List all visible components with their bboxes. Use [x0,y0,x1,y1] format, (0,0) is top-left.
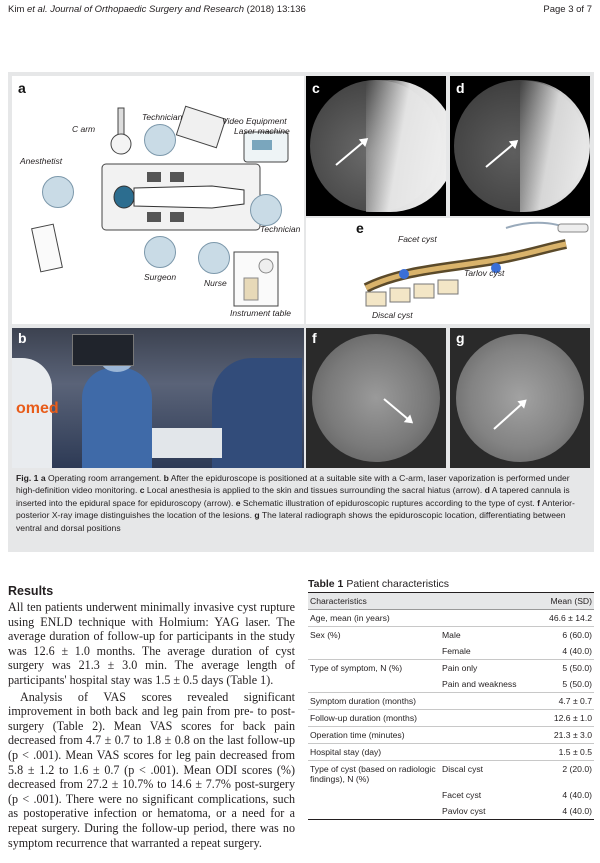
panel-label-b: b [18,330,27,346]
table-row: Pavlov cyst 4 (40.0) [308,803,594,820]
table-header-row [308,593,594,610]
table-row: Symptom duration (months) 4.7 ± 0.7 [308,693,594,710]
col-characteristics: Characteristics [308,593,440,610]
table-row: Follow-up duration (months) 12.6 ± 1.0 [308,710,594,727]
col-subgroup [440,593,534,610]
label-c-arm: C arm [72,124,96,134]
journal-citation: Kim et al. Journal of Orthopaedic Surgery and Research (2018) 13:136 [8,4,306,15]
panel-label-e: e [356,220,364,236]
label-video-equipment: Video Equipment [222,116,287,126]
panel-f-xray [306,328,446,468]
table-row: Age, mean (in years) 46.6 ± 14.2 [308,610,594,627]
table-row: Facet cyst 4 (40.0) [442,790,592,800]
label-tarlov-cyst: Tarlov cyst [464,268,505,278]
panel-label-c: c [312,80,320,96]
results-heading: Results [8,584,54,598]
figure-caption: Fig. 1 a Operating room arrangement. b After the epiduroscope is positioned at a suitable site with a C-arm, laser vaporization is performed under high-definition video monitoring. c Local anesthesia is applied to the skin and tissues surrounding the sacral hiatus (arrow). d A tapered cannula is inserted into the epidural space for epiduroscopy (arrow). e Schematic illustration of epiduroscopic ruptures according to the type of cyst. f Anterior-posterior X-ray image distinguishes the location of the lesions. g The lateral radiograph shows the epiduroscopic location, differentiating between ventral and dorsal positions [16,473,575,533]
label-surgeon: Surgeon [144,272,177,282]
panel-e-schematic [306,218,590,324]
table-1-title: Table 1 Patient characteristics [308,578,450,590]
results-body [8,600,295,850]
panel-label-f: f [312,330,317,346]
panel-label-g: g [456,330,465,346]
panel-label-d: d [456,80,465,96]
table-row: Type of cyst (based on radiologic findings), N (%) Discal cyst 2 (20.0) [310,764,592,784]
panel-d-xray [450,76,590,216]
table-row: Pain and weakness 5 (50.0) [308,676,594,693]
col-mean-sd: Mean (SD) [534,593,594,610]
table-row: Hospital stay (day) 1.5 ± 0.5 [308,744,594,761]
label-laser-machine: Laser machine [234,126,290,136]
panel-b-photo [12,328,304,468]
results-paragraph-2: Analysis of VAS scores revealed significant improvement in both back and leg pain from pre- to post-surgery (Table 2). Mean VAS scores for back pain decreased from 4.7 ± 0.7 to 1.8 ± 0.8 on the last follow-up (p < .001). Mean VAS scores for leg pain decreased from 5.8 ± 1.2 to 1.6 ± 0.7 (p < .001). Mean ODI scores (%) decreased from 27.2 ± 10.7% to 14.6 ± 7.7% post-surgery (p < .001). There were no significant complications, such as postoperative infection or hematoma, or a need for a repeat surgery. During the follow-up period, there was no symptom recurrence that warranted a repeat surgery. [8,689,295,850]
panel-g-xray [450,328,590,468]
table-row: Sex (%) Male 6 (60.0) [310,630,592,640]
table-row: Operation time (minutes) 21.3 ± 3.0 [308,727,594,744]
table-row: Female 4 (40.0) [308,643,594,660]
surgeon-figure [144,236,176,268]
figure-1 [8,72,594,552]
nurse-figure [198,242,230,274]
label-facet-cyst: Facet cyst [398,234,437,244]
anesthetist-figure [42,176,74,208]
running-header [8,4,592,18]
table-row: Type of symptom, N (%) Pain only 5 (50.0) [310,663,592,673]
patient-characteristics-table [308,592,594,820]
technician-right-figure [250,194,282,226]
label-technician-right: Technician [260,224,301,234]
equipment-logo: omed [16,400,59,417]
panel-a-room-diagram [12,76,304,324]
label-discal-cyst: Discal cyst [372,310,413,320]
label-instrument-table: Instrument table [230,308,291,318]
results-paragraph-1: All ten patients underwent minimally invasive cyst rupture using ENLD technique with Holmium: YAG laser. The average duration of follow-up for participants in the study was 12.6 ± 1.0 months. The average duration of cyst surgery was 21.3 ± 3.0 min. The average length of participants' hospital stay was 1.5 ± 0.5 days (Table 1). [8,600,295,687]
label-nurse: Nurse [204,278,227,288]
spine-schematic-drawing [306,218,590,324]
page-number: Page 3 of 7 [543,4,592,15]
technician-top-figure [144,124,176,156]
panel-label-a: a [18,80,26,96]
label-technician-top: Technician [142,112,183,122]
label-anesthetist: Anesthetist [20,156,63,166]
panel-c-xray [306,76,446,216]
